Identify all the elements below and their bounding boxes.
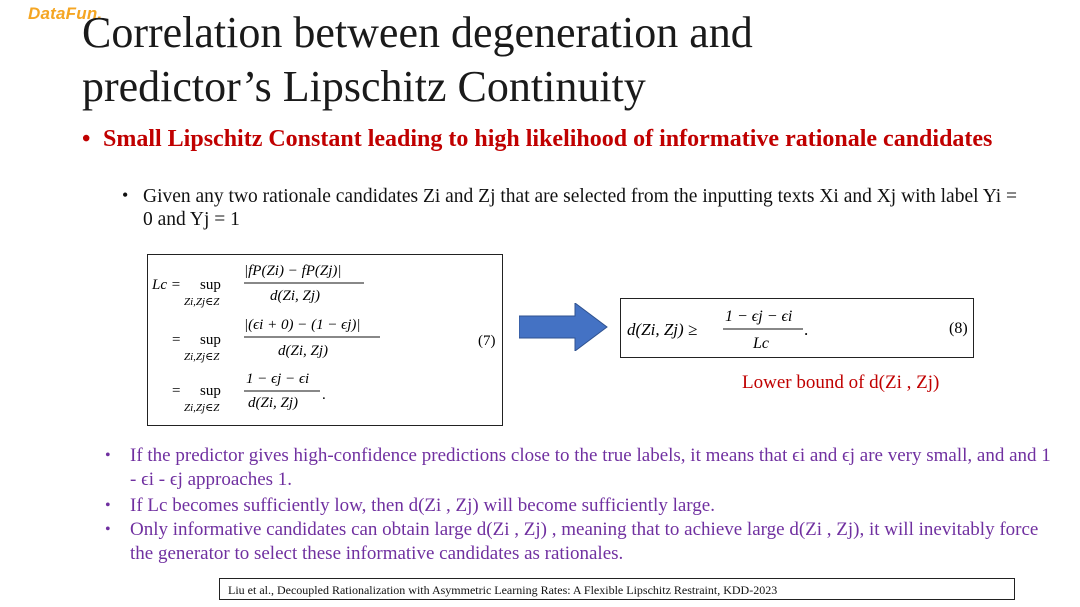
eq7-period: . [322, 387, 326, 403]
eq7-row3-den: d(Zi, Zj) [248, 395, 299, 411]
main-bullet [82, 126, 1002, 152]
datafun-logo: DataFun. [28, 4, 103, 23]
eq7-row3-num: 1 − ϵj − ϵi [246, 371, 310, 387]
sub-bullet-text: Given any two rationale candidates Zi and Zj that are selected from the inputting texts Xi and Xj with label Yi = 0 and Yj = 1 [143, 186, 1017, 230]
title-line-2: predictor’s Lipschitz Continuity [82, 62, 646, 111]
eq7-sup-sub-2: Zi,Zj∈Z [184, 351, 220, 363]
equation-8-box [620, 298, 974, 358]
main-bullet-text: Small Lipschitz Constant leading to high likelihood of informative rationale candidates [103, 126, 993, 152]
eq7-number: (7) [478, 333, 496, 349]
equation-7 [148, 255, 502, 425]
eq8-period: . [804, 320, 809, 339]
list-item [105, 494, 1055, 518]
eq8-den: Lc [753, 335, 769, 352]
eq7-lhs: Lc = [152, 277, 181, 293]
bullet-marker: • [105, 447, 111, 464]
eq7-row2-den: d(Zi, Zj) [278, 343, 329, 359]
equation-8 [621, 299, 973, 357]
eq7-sup-sub-3: Zi,Zj∈Z [184, 402, 220, 414]
bullet-marker: • [105, 521, 111, 538]
bullet-marker: • [122, 185, 129, 205]
title-line-1: Correlation between degeneration and [82, 8, 753, 57]
lower-bound-label: Lower bound of d(Zi , Zj) [742, 372, 940, 393]
eq7-equals-2: = [172, 332, 181, 348]
eq7-row2-num: |(ϵi + 0) − (1 − ϵj)| [244, 317, 361, 333]
list-item [105, 518, 1055, 566]
point-text: If Lc becomes sufficiently low, then d(Zi , Zj) will become sufficiently large. [130, 495, 715, 516]
bullet-marker: • [105, 497, 111, 514]
eq7-equals-3: = [172, 383, 181, 399]
citation-box: Liu et al., Decoupled Rationalization with Asymmetric Learning Rates: A Flexible Lipschitz Restraint, KDD-2023 [219, 578, 1015, 600]
eq8-lhs: d(Zi, Zj) ≥ [627, 320, 698, 339]
eq7-sup-2: sup [200, 332, 221, 348]
eq7-sup-sub-1: Zi,Zj∈Z [184, 296, 220, 308]
right-arrow-icon [519, 303, 609, 351]
bullet-marker: • [82, 126, 91, 152]
equation-7-box [147, 254, 503, 426]
sub-bullet [122, 185, 1022, 231]
eq8-num: 1 − ϵj − ϵi [725, 308, 793, 325]
eq7-row1-num: |fP(Zi) − fP(Zj)| [244, 263, 342, 279]
eq7-sup-3: sup [200, 383, 221, 399]
eq7-sup-1: sup [200, 277, 221, 293]
slide-title [82, 6, 982, 114]
eq7-row1-den: d(Zi, Zj) [270, 288, 321, 304]
point-text: If the predictor gives high-confidence predictions close to the true labels, it means that ϵi and ϵj are very small, and and 1 - ϵi - ϵj approaches 1. [130, 445, 1051, 490]
list-item [105, 444, 1055, 492]
point-text: Only informative candidates can obtain large d(Zi , Zj) , meaning that to achieve large d(Zi , Zj), it will inevitably force the generator to select these informative candidates as rationales. [130, 519, 1039, 564]
eq8-number: (8) [949, 320, 968, 337]
